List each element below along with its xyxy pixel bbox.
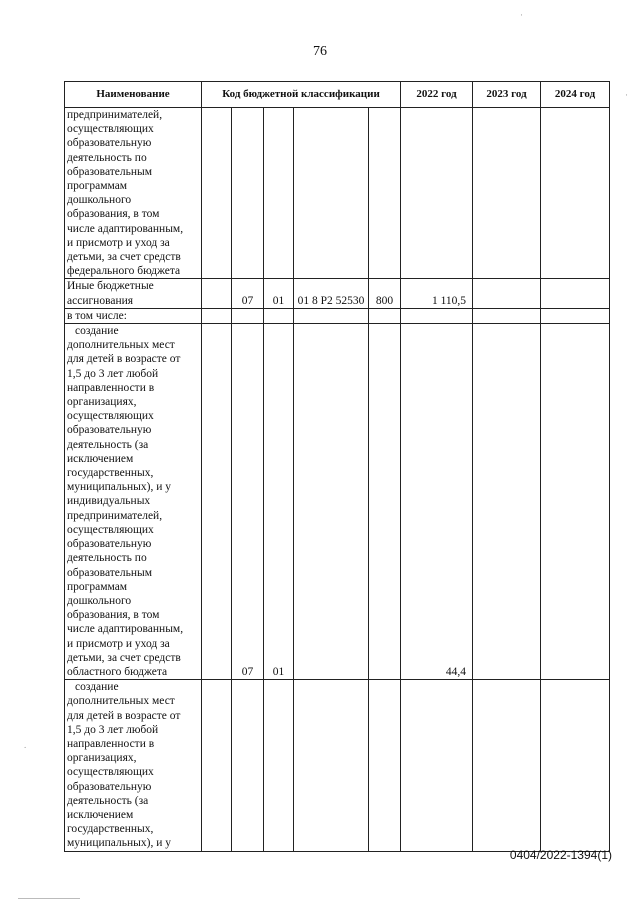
row-name-line: федерального бюджета xyxy=(67,265,181,278)
scan-artifact xyxy=(18,898,80,899)
row-name-line: исключением xyxy=(67,452,134,465)
row-name-line: организациях, xyxy=(67,396,137,409)
row-name-line: ассигнования xyxy=(67,294,134,307)
header-2024: 2024 год xyxy=(541,82,610,108)
row-name-line: образовательную xyxy=(67,780,152,793)
row-name-line: и присмотр и уход за xyxy=(67,236,170,249)
code-expense-type xyxy=(369,308,401,323)
code-target-article xyxy=(294,680,369,851)
amount-2023 xyxy=(473,680,541,851)
amount-2023 xyxy=(473,279,541,308)
row-name-line: дополнительных мест xyxy=(67,695,175,708)
amount-2022: 1 110,5 xyxy=(401,279,473,308)
document-code: 0404/2022-1394(1) xyxy=(509,848,612,862)
code-target-article xyxy=(294,108,369,279)
row-name-line: осуществляющих xyxy=(67,766,154,779)
row-name-line: деятельность (за xyxy=(67,438,149,451)
row-name-line: исключением xyxy=(67,808,134,821)
row-name-line: числе адаптированным, xyxy=(67,623,184,636)
row-name-line: осуществляющих xyxy=(67,410,154,423)
scan-mark: · xyxy=(625,90,628,100)
amount-2024 xyxy=(541,324,610,680)
code-subsection xyxy=(264,308,294,323)
row-name-line: числе адаптированным, xyxy=(67,222,184,235)
row-name-line: направленности в xyxy=(67,381,155,394)
table-header-row xyxy=(65,82,610,108)
row-name-line: программам xyxy=(67,580,128,593)
code-expense-type xyxy=(369,680,401,851)
row-name xyxy=(65,279,202,308)
row-name-line: организациях, xyxy=(67,752,137,765)
row-name-line: создание xyxy=(75,325,119,338)
code-spacer xyxy=(202,680,232,851)
row-name-line: Иные бюджетные xyxy=(67,280,154,293)
amount-2022 xyxy=(401,680,473,851)
table-row xyxy=(65,324,610,680)
row-name-line: для детей в возрасте от xyxy=(67,709,181,722)
amount-2024 xyxy=(541,108,610,279)
code-spacer xyxy=(202,108,232,279)
row-name-line: областного бюджета xyxy=(67,665,168,678)
row-name-line: программам xyxy=(67,180,128,193)
row-name-line: деятельность (за xyxy=(67,794,149,807)
row-name-line: детьми, за счет средств xyxy=(67,651,181,664)
row-name-line: осуществляющих xyxy=(67,123,154,136)
code-target-article xyxy=(294,308,369,323)
code-spacer xyxy=(202,324,232,680)
code-subsection xyxy=(264,108,294,279)
row-name-line: 1,5 до 3 лет любой xyxy=(67,367,159,380)
table-row xyxy=(65,308,610,323)
scan-mark: · xyxy=(520,10,523,20)
header-name: Наименование xyxy=(65,82,202,108)
row-name-line: осуществляющих xyxy=(67,523,154,536)
row-name xyxy=(65,108,202,279)
table-row xyxy=(65,680,610,851)
code-spacer xyxy=(202,279,232,308)
amount-2022: 44,4 xyxy=(401,324,473,680)
header-budget-code: Код бюджетной классификации xyxy=(202,82,401,108)
code-expense-type: 800 xyxy=(369,279,401,308)
code-expense-type xyxy=(369,108,401,279)
row-name-line: образовательную xyxy=(67,137,152,150)
page-number: 76 xyxy=(313,44,327,59)
row-name-line: направленности в xyxy=(67,737,155,750)
row-name-line: в том числе: xyxy=(67,309,127,322)
row-name-line: 1,5 до 3 лет любой xyxy=(67,723,159,736)
header-2023: 2023 год xyxy=(473,82,541,108)
amount-2023 xyxy=(473,324,541,680)
code-expense-type xyxy=(369,324,401,680)
code-section: 07 xyxy=(232,324,264,680)
row-name-line: образовательным xyxy=(67,165,153,178)
row-name-line: образования, в том xyxy=(67,208,160,221)
budget-table xyxy=(64,81,610,852)
row-name xyxy=(65,680,202,851)
row-name-line: образовательную xyxy=(67,538,152,551)
row-name-line: муниципальных), и у xyxy=(67,481,171,494)
amount-2023 xyxy=(473,108,541,279)
header-2022: 2022 год xyxy=(401,82,473,108)
code-spacer xyxy=(202,308,232,323)
row-name xyxy=(65,324,202,680)
table-body xyxy=(65,108,610,852)
row-name-line: деятельность по xyxy=(67,552,147,565)
row-name-line: муниципальных), и у xyxy=(67,837,171,850)
code-section: 07 xyxy=(232,279,264,308)
row-name-line: дошкольного xyxy=(67,194,132,207)
row-name-line: образования, в том xyxy=(67,609,160,622)
scan-mark: . xyxy=(24,740,27,750)
row-name-line: дополнительных мест xyxy=(67,339,175,352)
amount-2022 xyxy=(401,308,473,323)
row-name-line: деятельность по xyxy=(67,151,147,164)
row-name-line: дошкольного xyxy=(67,594,132,607)
amount-2024 xyxy=(541,279,610,308)
amount-2023 xyxy=(473,308,541,323)
code-target-article: 01 8 P2 52530 xyxy=(294,279,369,308)
code-subsection xyxy=(264,680,294,851)
row-name xyxy=(65,308,202,323)
row-name-line: индивидуальных xyxy=(67,495,151,508)
code-section xyxy=(232,108,264,279)
row-name-line: государственных, xyxy=(67,467,154,480)
code-subsection: 01 xyxy=(264,324,294,680)
row-name-line: и присмотр и уход за xyxy=(67,637,170,650)
code-section xyxy=(232,680,264,851)
code-target-article xyxy=(294,324,369,680)
table-row xyxy=(65,108,610,279)
row-name-line: предпринимателей, xyxy=(67,109,163,121)
amount-2024 xyxy=(541,680,610,851)
row-name-line: для детей в возрасте от xyxy=(67,353,181,366)
row-name-line: детьми, за счет средств xyxy=(67,251,181,264)
row-name-line: создание xyxy=(75,681,119,694)
code-section xyxy=(232,308,264,323)
amount-2024 xyxy=(541,308,610,323)
row-name-line: предпринимателей, xyxy=(67,509,163,522)
row-name-line: образовательную xyxy=(67,424,152,437)
row-name-line: государственных, xyxy=(67,823,154,836)
row-name-line: образовательным xyxy=(67,566,153,579)
code-subsection: 01 xyxy=(264,279,294,308)
amount-2022 xyxy=(401,108,473,279)
table-row xyxy=(65,279,610,308)
